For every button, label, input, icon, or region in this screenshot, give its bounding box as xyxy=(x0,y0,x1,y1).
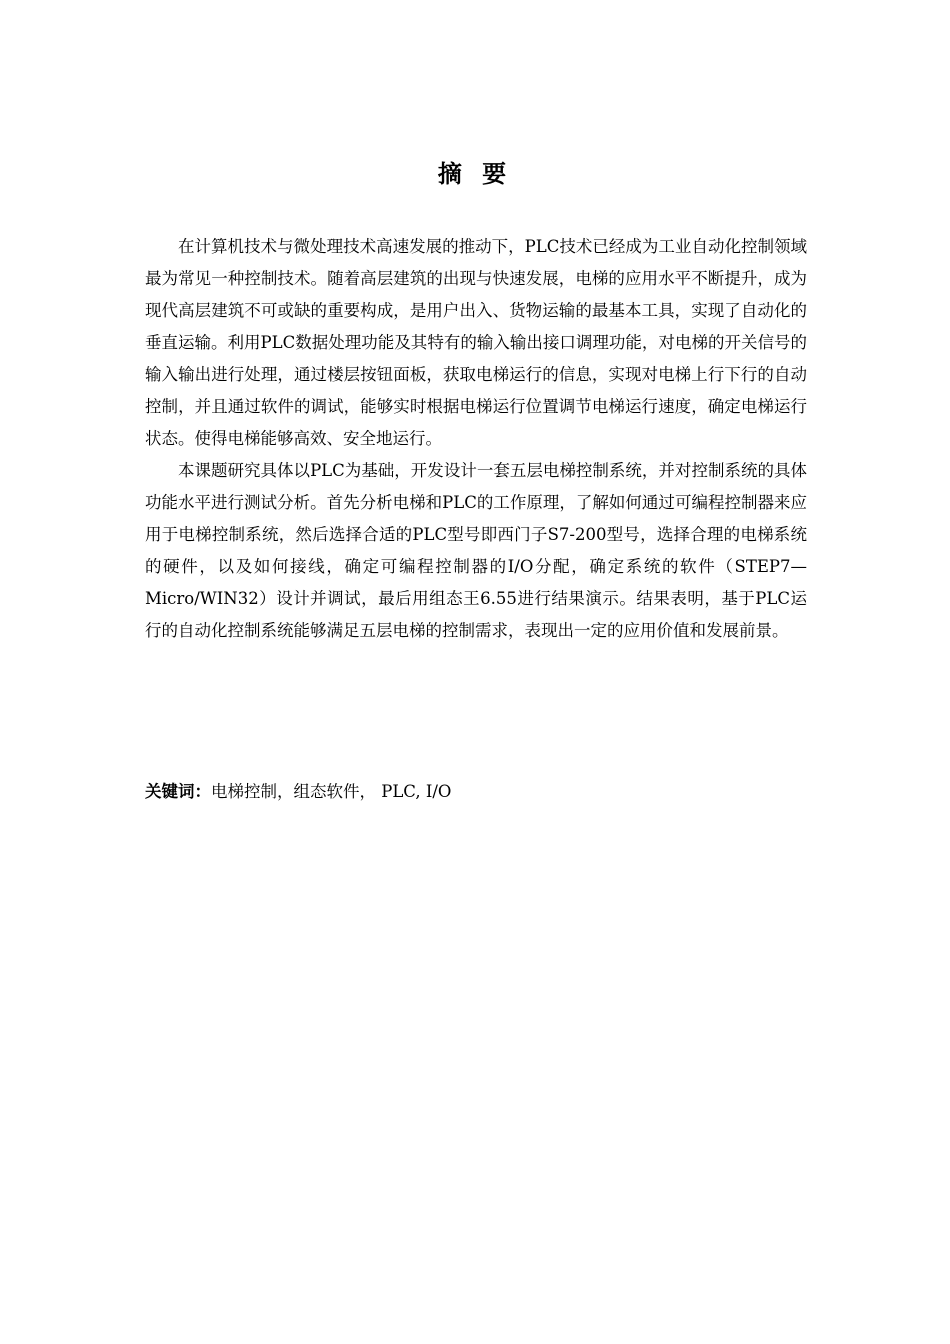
abstract-body xyxy=(145,231,807,647)
keywords-label: 关键词： xyxy=(145,782,211,801)
abstract-paragraph-1: 在计算机技术与微处理技术高速发展的推动下，PLC技术已经成为工业自动化控制领域最为常见一种控制技术。随着高层建筑的出现与快速发展，电梯的应用水平不断提升，成为现代高层建筑不可或缺的重要构成，是用户出入、货物运输的最基本工具，实现了自动化的垂直运输。利用PLC数据处理功能及其特有的输入输出接口调理功能，对电梯的开关信号的输入输出进行处理，通过楼层按钮面板，获取电梯运行的信息，实现对电梯上行下行的自动控制，并且通过软件的调试，能够实时根据电梯运行位置调节电梯运行速度，确定电梯运行状态。使得电梯能够高效、安全地运行。 xyxy=(145,237,807,448)
page-title: 摘 要 xyxy=(437,159,513,188)
keywords-text: 电梯控制，组态软件， PLC, I/O xyxy=(211,782,452,801)
keywords-line xyxy=(145,776,807,808)
abstract-paragraph-2: 本课题研究具体以PLC为基础，开发设计一套五层电梯控制系统，并对控制系统的具体功能水平进行测试分析。首先分析电梯和PLC的工作原理，了解如何通过可编程控制器来应用于电梯控制系统，然后选择合适的PLC型号即西门子S7-200型号，选择合理的电梯系统的硬件，以及如何接线，确定可编程控制器的I/O分配，确定系统的软件（STEP7—Micro/WIN32）设计并调试，最后用组态王6.55进行结果演示。结果表明，基于PLC运行的自动化控制系统能够满足五层电梯的控制需求，表现出一定的应用价值和发展前景。 xyxy=(145,461,807,640)
